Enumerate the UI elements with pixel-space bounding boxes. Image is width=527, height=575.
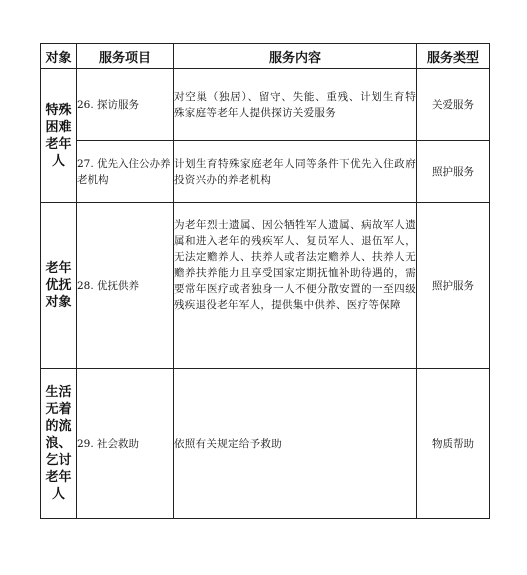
- content-cell: 依照有关规定给予救助: [174, 369, 417, 519]
- category-cell: [41, 203, 77, 369]
- category-label: 老年优抚对象: [45, 261, 72, 310]
- category-label: 生活无着的流浪、乞讨老年人: [45, 385, 72, 502]
- item-cell: 28. 优抚供养: [77, 203, 174, 369]
- category-label: 特殊困难老年人: [45, 102, 72, 169]
- table-row: [41, 141, 490, 203]
- header-item: 服务项目: [77, 44, 174, 69]
- type-cell: 关爱服务: [417, 69, 490, 141]
- content-cell: 为老年烈士遗属、因公牺牲军人遗属、病故军人遗属和进入老年的残疾军人、复员军人、退伍军人，无法定赡养人、扶养人或者法定赡养人、扶养人无赡养扶养能力且享受国家定期抚恤补助待遇的，需要常年医疗或者独身一人不便分散安置的一至四级残疾退役老年军人，提供集中供养、医疗等保障: [174, 203, 417, 369]
- item-cell: 29. 社会救助: [77, 369, 174, 519]
- type-cell: 物质帮助: [417, 369, 490, 519]
- category-cell: [41, 69, 77, 203]
- service-table: [40, 43, 490, 519]
- type-cell: 照护服务: [417, 203, 490, 369]
- header-object: 对象: [41, 44, 77, 69]
- header-content: 服务内容: [174, 44, 417, 69]
- content-cell: 对空巢（独居）、留守、失能、重残、计划生育特殊家庭等老年人提供探访关爱服务: [174, 69, 417, 141]
- item-cell: 27. 优先入住公办养老机构: [77, 141, 174, 203]
- table-header-row: [41, 44, 490, 69]
- type-cell: 照护服务: [417, 141, 490, 203]
- category-cell: [41, 369, 77, 519]
- content-cell: 计划生育特殊家庭老年人同等条件下优先入住政府投资兴办的养老机构: [174, 141, 417, 203]
- table-row: [41, 203, 490, 369]
- table-row: [41, 369, 490, 519]
- header-type: 服务类型: [417, 44, 490, 69]
- table-row: [41, 69, 490, 141]
- item-cell: 26. 探访服务: [77, 69, 174, 141]
